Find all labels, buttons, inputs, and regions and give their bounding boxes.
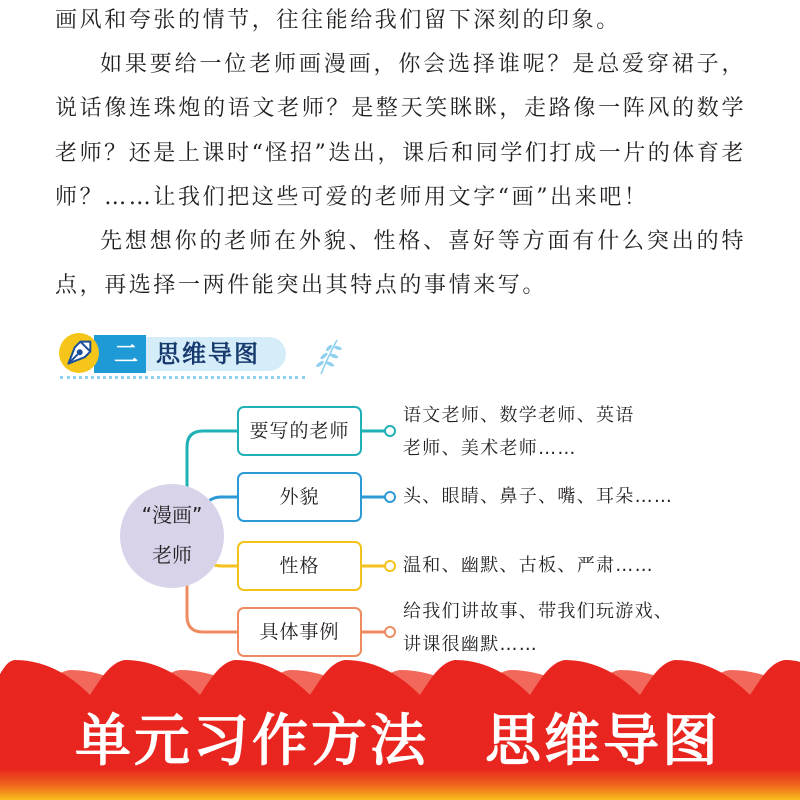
body-line: 点，再选择一两件能突出其特点的事情来写。 <box>55 273 548 299</box>
body-line-carryover: 画风和夸张的情节，往往能给我们留下深刻的印象。 <box>55 8 621 33</box>
detail-line: 讲课很幽默…… <box>403 634 539 655</box>
banner-title-left: 单元习作方法 <box>75 709 429 774</box>
detail-line: 语文老师、数学老师、英语 <box>403 405 635 426</box>
connector-end-marker <box>385 426 395 436</box>
branch-box-personality: 性格 <box>237 541 362 591</box>
detail-line: 给我们讲故事、带我们玩游戏、 <box>403 601 674 622</box>
pen-nib-hole <box>77 349 83 355</box>
body-line: 说话像连珠炮的语文老师？是整天笑眯眯，走路像一阵风的数学 <box>55 96 745 122</box>
body-line: 如果要给一位老师画漫画，你会选择谁呢？是总爱穿裙子， <box>100 52 745 78</box>
section-title: 思维导图 <box>146 337 286 371</box>
center-node-line: 老师 <box>152 543 192 567</box>
body-line: 先想想你的老师在外貌、性格、喜好等方面有什么突出的特 <box>100 228 745 254</box>
banner-title-right: 思维导图 <box>485 709 721 774</box>
detail-line: 老师、美术老师…… <box>403 438 577 459</box>
connector-end-marker <box>385 627 395 637</box>
body-line: 师？……让我们把这些可爱的老师用文字“画”出来吧！ <box>55 184 649 210</box>
connector-end-marker <box>385 492 395 502</box>
detail-line: 温和、幽默、古板、严肃…… <box>403 555 654 576</box>
connector-line-teachers <box>187 431 237 487</box>
connector-end-marker <box>385 561 395 571</box>
detail-line: 头、眼睛、鼻子、嘴、耳朵…… <box>403 486 674 507</box>
body-line: 老师？还是上课时“怪招”迭出，课后和同学们打成一片的体育老 <box>55 140 745 166</box>
connector-line-examples <box>187 585 237 632</box>
bottom-banner <box>0 650 800 800</box>
section-number: 二 <box>94 335 146 373</box>
branch-box-teachers: 要写的老师 <box>237 406 362 456</box>
mind-map-center-node <box>120 484 224 588</box>
center-node-line: “漫画” <box>141 503 203 527</box>
pen-nib-icon <box>57 331 101 375</box>
branch-box-appearance: 外貌 <box>237 472 362 522</box>
branch-box-examples: 具体事例 <box>237 607 362 657</box>
